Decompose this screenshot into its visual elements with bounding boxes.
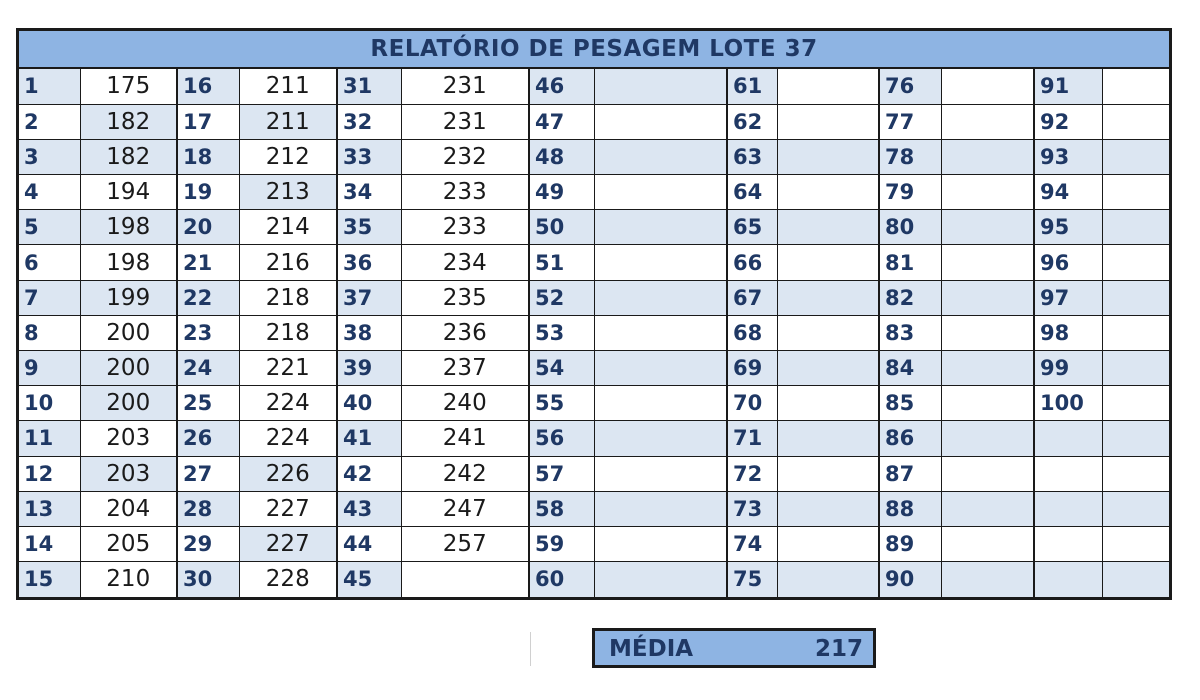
- table-row: [19, 175, 1169, 210]
- animal-number-cell: 28: [177, 491, 239, 526]
- animal-number-cell: 8: [19, 315, 80, 350]
- animal-number-cell: 76: [879, 69, 941, 104]
- animal-number-cell: 21: [177, 245, 239, 280]
- table-row: [19, 210, 1169, 245]
- weight-cell: [594, 139, 727, 174]
- animal-number-cell: 20: [177, 210, 239, 245]
- weight-cell: 224: [239, 421, 337, 456]
- weight-cell: 212: [239, 139, 337, 174]
- weight-cell: [777, 386, 879, 421]
- weight-cell: 200: [80, 315, 177, 350]
- animal-number-cell: 25: [177, 386, 239, 421]
- animal-number-cell: 30: [177, 562, 239, 597]
- animal-number-cell: 68: [727, 315, 777, 350]
- animal-number-cell: 80: [879, 210, 941, 245]
- animal-number-cell: [1034, 421, 1102, 456]
- animal-number-cell: 43: [337, 491, 401, 526]
- weight-cell: 216: [239, 245, 337, 280]
- weight-cell: 218: [239, 315, 337, 350]
- animal-number-cell: 10: [19, 386, 80, 421]
- divider: [530, 632, 531, 666]
- animal-number-cell: 87: [879, 456, 941, 491]
- weight-cell: [777, 526, 879, 561]
- weight-cell: [941, 139, 1034, 174]
- weight-cell: [1102, 315, 1169, 350]
- table-row: [19, 245, 1169, 280]
- weight-cell: [594, 491, 727, 526]
- animal-number-cell: 36: [337, 245, 401, 280]
- animal-number-cell: 40: [337, 386, 401, 421]
- weight-cell: [777, 104, 879, 139]
- weight-cell: 234: [401, 245, 529, 280]
- animal-number-cell: 93: [1034, 139, 1102, 174]
- animal-number-cell: 53: [529, 315, 594, 350]
- weight-cell: [594, 69, 727, 104]
- animal-number-cell: 60: [529, 562, 594, 597]
- animal-number-cell: 50: [529, 210, 594, 245]
- animal-number-cell: 96: [1034, 245, 1102, 280]
- weight-cell: [1102, 210, 1169, 245]
- animal-number-cell: 89: [879, 526, 941, 561]
- animal-number-cell: 42: [337, 456, 401, 491]
- weight-cell: [941, 351, 1034, 386]
- weight-cell: [777, 562, 879, 597]
- weight-cell: 211: [239, 69, 337, 104]
- weight-cell: [1102, 351, 1169, 386]
- animal-number-cell: 46: [529, 69, 594, 104]
- weight-cell: 231: [401, 104, 529, 139]
- animal-number-cell: 59: [529, 526, 594, 561]
- animal-number-cell: 2: [19, 104, 80, 139]
- table-row: [19, 562, 1169, 597]
- animal-number-cell: 71: [727, 421, 777, 456]
- animal-number-cell: [1034, 526, 1102, 561]
- animal-number-cell: 5: [19, 210, 80, 245]
- weight-cell: [1102, 104, 1169, 139]
- weight-cell: 227: [239, 526, 337, 561]
- weight-cell: 221: [239, 351, 337, 386]
- weight-cell: [401, 562, 529, 597]
- weight-cell: 233: [401, 175, 529, 210]
- weight-cell: 200: [80, 351, 177, 386]
- animal-number-cell: 81: [879, 245, 941, 280]
- weight-cell: [1102, 456, 1169, 491]
- weight-cell: [1102, 245, 1169, 280]
- weight-cell: [941, 280, 1034, 315]
- table-row: [19, 69, 1169, 104]
- animal-number-cell: [1034, 456, 1102, 491]
- animal-number-cell: 17: [177, 104, 239, 139]
- report-title: RELATÓRIO DE PESAGEM LOTE 37: [19, 31, 1169, 69]
- weight-cell: [594, 351, 727, 386]
- animal-number-cell: 49: [529, 175, 594, 210]
- weight-cell: [1102, 69, 1169, 104]
- weight-cell: 228: [239, 562, 337, 597]
- animal-number-cell: 67: [727, 280, 777, 315]
- animal-number-cell: 44: [337, 526, 401, 561]
- animal-number-cell: 27: [177, 456, 239, 491]
- weight-cell: [1102, 139, 1169, 174]
- weight-cell: 237: [401, 351, 529, 386]
- weight-cell: 214: [239, 210, 337, 245]
- weight-cell: 198: [80, 245, 177, 280]
- animal-number-cell: 48: [529, 139, 594, 174]
- animal-number-cell: 6: [19, 245, 80, 280]
- weight-cell: [941, 491, 1034, 526]
- weight-cell: 198: [80, 210, 177, 245]
- weight-cell: [594, 315, 727, 350]
- weighing-report-table: [16, 28, 1172, 600]
- weight-cell: 210: [80, 562, 177, 597]
- average-value: 217: [814, 636, 863, 662]
- animal-number-cell: 45: [337, 562, 401, 597]
- weight-cell: [594, 526, 727, 561]
- weight-cell: [777, 456, 879, 491]
- animal-number-cell: 99: [1034, 351, 1102, 386]
- weight-cell: [1102, 386, 1169, 421]
- animal-number-cell: 64: [727, 175, 777, 210]
- weight-cell: [777, 210, 879, 245]
- table-row: [19, 491, 1169, 526]
- weight-cell: [777, 175, 879, 210]
- animal-number-cell: 94: [1034, 175, 1102, 210]
- animal-number-cell: 22: [177, 280, 239, 315]
- table-row: [19, 421, 1169, 456]
- animal-number-cell: 75: [727, 562, 777, 597]
- table-row: [19, 456, 1169, 491]
- weight-cell: [941, 245, 1034, 280]
- animal-number-cell: 7: [19, 280, 80, 315]
- weight-cell: [594, 104, 727, 139]
- weight-cell: [941, 175, 1034, 210]
- weight-cell: [1102, 562, 1169, 597]
- weight-cell: 235: [401, 280, 529, 315]
- animal-number-cell: 1: [19, 69, 80, 104]
- animal-number-cell: 65: [727, 210, 777, 245]
- animal-number-cell: 85: [879, 386, 941, 421]
- weight-cell: 226: [239, 456, 337, 491]
- weight-cell: [594, 386, 727, 421]
- animal-number-cell: [1034, 491, 1102, 526]
- table-row: [19, 526, 1169, 561]
- animal-number-cell: 38: [337, 315, 401, 350]
- weight-cell: 203: [80, 456, 177, 491]
- animal-number-cell: 91: [1034, 69, 1102, 104]
- animal-number-cell: 74: [727, 526, 777, 561]
- animal-number-cell: 13: [19, 491, 80, 526]
- animal-number-cell: 100: [1034, 386, 1102, 421]
- animal-number-cell: 63: [727, 139, 777, 174]
- weight-cell: [941, 386, 1034, 421]
- weight-cell: [777, 315, 879, 350]
- average-box: [592, 628, 876, 668]
- weight-cell: [1102, 526, 1169, 561]
- animal-number-cell: 55: [529, 386, 594, 421]
- animal-number-cell: 19: [177, 175, 239, 210]
- animal-number-cell: 41: [337, 421, 401, 456]
- animal-number-cell: 29: [177, 526, 239, 561]
- table-row: [19, 315, 1169, 350]
- animal-number-cell: 11: [19, 421, 80, 456]
- animal-number-cell: 35: [337, 210, 401, 245]
- weight-cell: [1102, 491, 1169, 526]
- animal-number-cell: 26: [177, 421, 239, 456]
- weight-cell: [594, 245, 727, 280]
- weight-cell: 218: [239, 280, 337, 315]
- weight-cell: [777, 351, 879, 386]
- animal-number-cell: 56: [529, 421, 594, 456]
- weight-cell: 182: [80, 139, 177, 174]
- weight-cell: 236: [401, 315, 529, 350]
- weight-cell: [1102, 280, 1169, 315]
- animal-number-cell: 90: [879, 562, 941, 597]
- animal-number-cell: 3: [19, 139, 80, 174]
- weight-cell: [777, 69, 879, 104]
- animal-number-cell: 18: [177, 139, 239, 174]
- weight-cell: [941, 456, 1034, 491]
- animal-number-cell: 24: [177, 351, 239, 386]
- weight-cell: 247: [401, 491, 529, 526]
- weight-cell: [594, 280, 727, 315]
- weight-cell: [941, 69, 1034, 104]
- weight-cell: [941, 104, 1034, 139]
- weight-cell: 203: [80, 421, 177, 456]
- weight-cell: 242: [401, 456, 529, 491]
- animal-number-cell: 83: [879, 315, 941, 350]
- animal-number-cell: 72: [727, 456, 777, 491]
- animal-number-cell: 57: [529, 456, 594, 491]
- weight-cell: [941, 526, 1034, 561]
- animal-number-cell: 95: [1034, 210, 1102, 245]
- weight-cell: 213: [239, 175, 337, 210]
- animal-number-cell: 23: [177, 315, 239, 350]
- animal-number-cell: 58: [529, 491, 594, 526]
- animal-number-cell: 97: [1034, 280, 1102, 315]
- weight-cell: 224: [239, 386, 337, 421]
- weight-cell: [594, 456, 727, 491]
- animal-number-cell: 66: [727, 245, 777, 280]
- animal-number-cell: 12: [19, 456, 80, 491]
- animal-number-cell: 92: [1034, 104, 1102, 139]
- animal-number-cell: 32: [337, 104, 401, 139]
- weight-cell: 257: [401, 526, 529, 561]
- weight-cell: 233: [401, 210, 529, 245]
- weight-cell: 232: [401, 139, 529, 174]
- weights-grid: [19, 69, 1169, 597]
- animal-number-cell: 39: [337, 351, 401, 386]
- table-row: [19, 386, 1169, 421]
- weight-cell: [941, 421, 1034, 456]
- animal-number-cell: 86: [879, 421, 941, 456]
- weight-cell: [777, 139, 879, 174]
- weight-cell: 231: [401, 69, 529, 104]
- weight-cell: [777, 245, 879, 280]
- weight-cell: [941, 562, 1034, 597]
- weight-cell: 182: [80, 104, 177, 139]
- animal-number-cell: 69: [727, 351, 777, 386]
- weight-cell: [1102, 421, 1169, 456]
- animal-number-cell: 73: [727, 491, 777, 526]
- weight-cell: 211: [239, 104, 337, 139]
- weight-cell: [777, 491, 879, 526]
- weight-cell: 200: [80, 386, 177, 421]
- animal-number-cell: 34: [337, 175, 401, 210]
- weight-cell: 194: [80, 175, 177, 210]
- animal-number-cell: 82: [879, 280, 941, 315]
- average-label: MÉDIA: [609, 636, 694, 662]
- table-row: [19, 280, 1169, 315]
- animal-number-cell: 52: [529, 280, 594, 315]
- animal-number-cell: 51: [529, 245, 594, 280]
- weight-cell: 227: [239, 491, 337, 526]
- animal-number-cell: 4: [19, 175, 80, 210]
- animal-number-cell: 15: [19, 562, 80, 597]
- weight-cell: [594, 175, 727, 210]
- table-row: [19, 139, 1169, 174]
- weight-cell: [777, 280, 879, 315]
- animal-number-cell: 31: [337, 69, 401, 104]
- weight-cell: [941, 210, 1034, 245]
- table-row: [19, 104, 1169, 139]
- table-row: [19, 351, 1169, 386]
- weight-cell: [594, 562, 727, 597]
- animal-number-cell: 61: [727, 69, 777, 104]
- animal-number-cell: [1034, 562, 1102, 597]
- animal-number-cell: 78: [879, 139, 941, 174]
- weight-cell: 204: [80, 491, 177, 526]
- weight-cell: [1102, 175, 1169, 210]
- animal-number-cell: 9: [19, 351, 80, 386]
- animal-number-cell: 88: [879, 491, 941, 526]
- animal-number-cell: 47: [529, 104, 594, 139]
- animal-number-cell: 77: [879, 104, 941, 139]
- weight-cell: [594, 421, 727, 456]
- animal-number-cell: 14: [19, 526, 80, 561]
- weight-cell: 205: [80, 526, 177, 561]
- animal-number-cell: 37: [337, 280, 401, 315]
- weight-cell: 175: [80, 69, 177, 104]
- weight-cell: 240: [401, 386, 529, 421]
- animal-number-cell: 70: [727, 386, 777, 421]
- weight-cell: [777, 421, 879, 456]
- weight-cell: 241: [401, 421, 529, 456]
- weight-cell: [941, 315, 1034, 350]
- animal-number-cell: 62: [727, 104, 777, 139]
- weight-cell: [594, 210, 727, 245]
- animal-number-cell: 98: [1034, 315, 1102, 350]
- weight-cell: 199: [80, 280, 177, 315]
- animal-number-cell: 16: [177, 69, 239, 104]
- animal-number-cell: 84: [879, 351, 941, 386]
- animal-number-cell: 33: [337, 139, 401, 174]
- animal-number-cell: 79: [879, 175, 941, 210]
- animal-number-cell: 54: [529, 351, 594, 386]
